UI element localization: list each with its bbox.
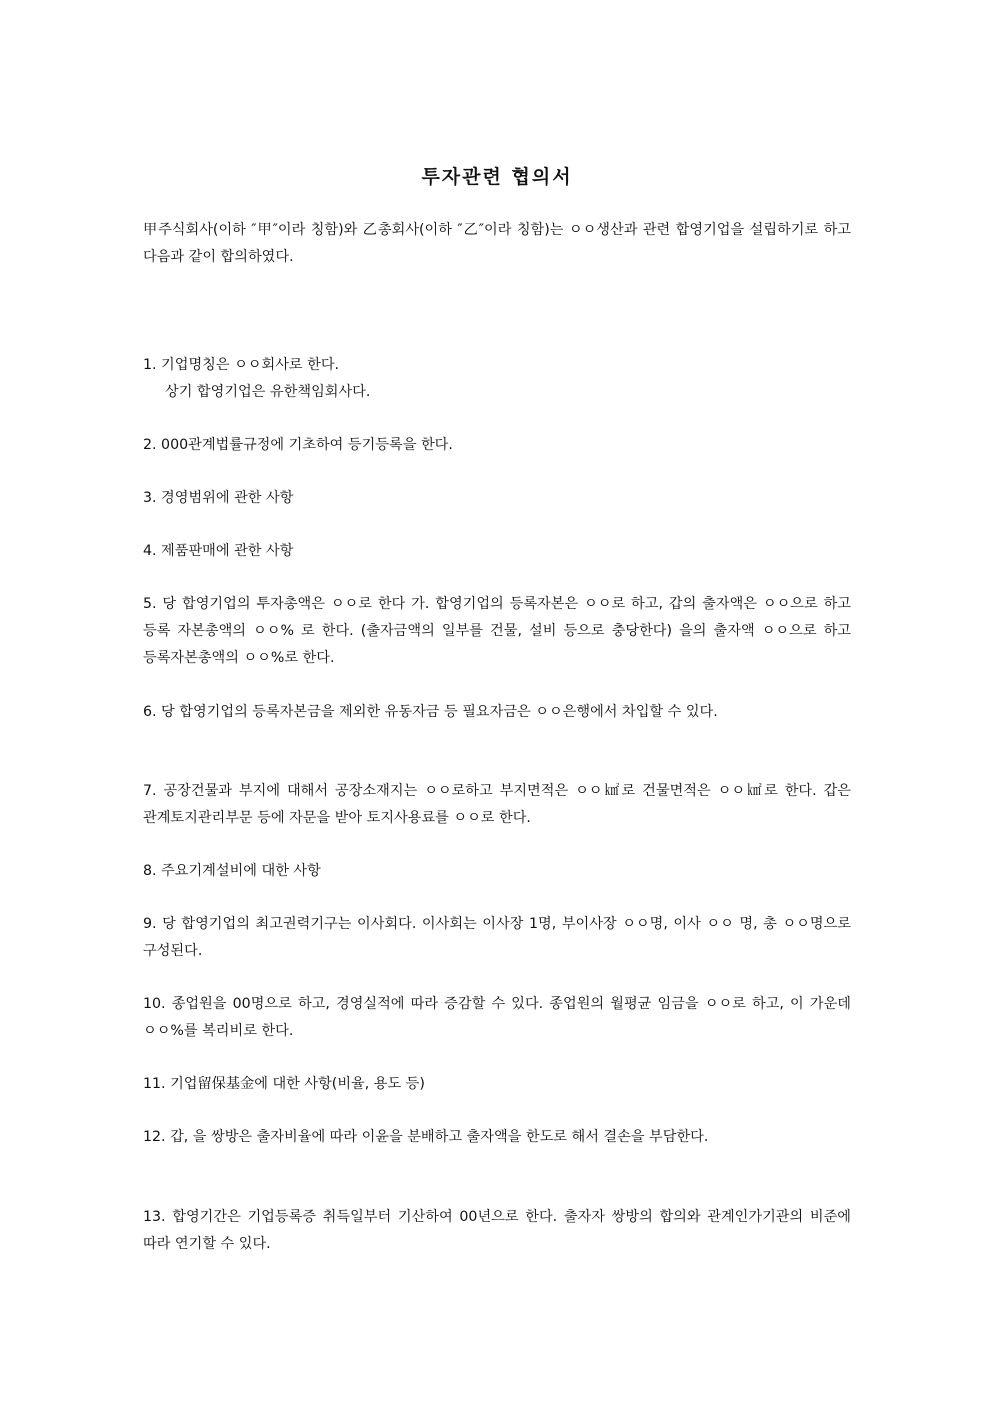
clause-13: 13. 합영기간은 기업등록증 취득일부터 기산하여 00년으로 한다. 출자자 쌍방의 합의와 관계인가기관의 비준에 따라 연기할 수 있다. (143, 1209, 851, 1252)
clause-9: 9. 당 합영기업의 최고권력기구는 이사회다. 이사회는 이사장 1명, 부이사장 ㅇㅇ명, 이사 ㅇㅇ 명, 총 ㅇㅇ명으로 구성된다. (143, 916, 851, 959)
clause-3: 3. 경영범위에 관한 사항 (143, 490, 294, 506)
clause-1-line-1: 1. 기업명칭은 ㅇㅇ회사로 한다. (143, 357, 340, 373)
document-title: 투자관련 협의서 (421, 166, 573, 188)
clause-6: 6. 당 합영기업의 등록자본금을 제외한 유동자금 등 필요자금은 ㅇㅇ은행에서 차입할 수 있다. (143, 704, 718, 720)
clause-4: 4. 제품판매에 관한 사항 (143, 543, 294, 559)
clause-2: 2. 000관계법률규정에 기초하여 등기등록을 한다. (143, 437, 453, 453)
clause-8: 8. 주요기계설비에 대한 사항 (143, 863, 321, 879)
clause-7: 7. 공장건물과 부지에 대해서 공장소재지는 ㅇㅇ로하고 부지면적은 ㅇㅇ㎢로 건물면적은 ㅇㅇ㎢로 한다. 갑은 관계토지관리부문 등에 자문을 받아 토지사용료를 ㅇㅇ로 한다. (143, 783, 851, 826)
clause-10: 10. 종업원을 00명으로 하고, 경영실적에 따라 증감할 수 있다. 종업원의 월평균 임금을 ㅇㅇ로 하고, 이 가운데 ㅇㅇ%를 복리비로 한다. (143, 996, 851, 1039)
clause-12: 12. 갑, 을 쌍방은 출자비율에 따라 이윤을 분배하고 출자액을 한도로 해서 결손을 부담한다. (143, 1129, 709, 1145)
clause-5: 5. 당 합영기업의 투자총액은 ㅇㅇ로 한다 가. 합영기업의 등록자본은 ㅇㅇ로 하고, 갑의 출자액은 ㅇㅇ으로 하고 등록 자본총액의 ㅇㅇ% 로 한다. (출자금액의 일부를 건물, 설비 등으로 충당한다) 을의 출자액 ㅇㅇ으로 하고 등록자본총액의 ㅇㅇ%로 한다. (143, 596, 851, 666)
intro-paragraph: 甲주식회사(이하 ″甲″이라 칭함)와 乙총회사(이하 ″乙″이라 칭함)는 ㅇㅇ생산과 관련 합영기업을 설립하기로 하고 다음과 같이 합의하였다. (143, 222, 851, 265)
clause-1-line-2: 상기 합영기업은 유한책임회사다. (165, 384, 371, 400)
clause-11: 11. 기업留保基金에 대한 사항(비율, 용도 등) (143, 1076, 425, 1092)
clause-1 (143, 352, 851, 406)
